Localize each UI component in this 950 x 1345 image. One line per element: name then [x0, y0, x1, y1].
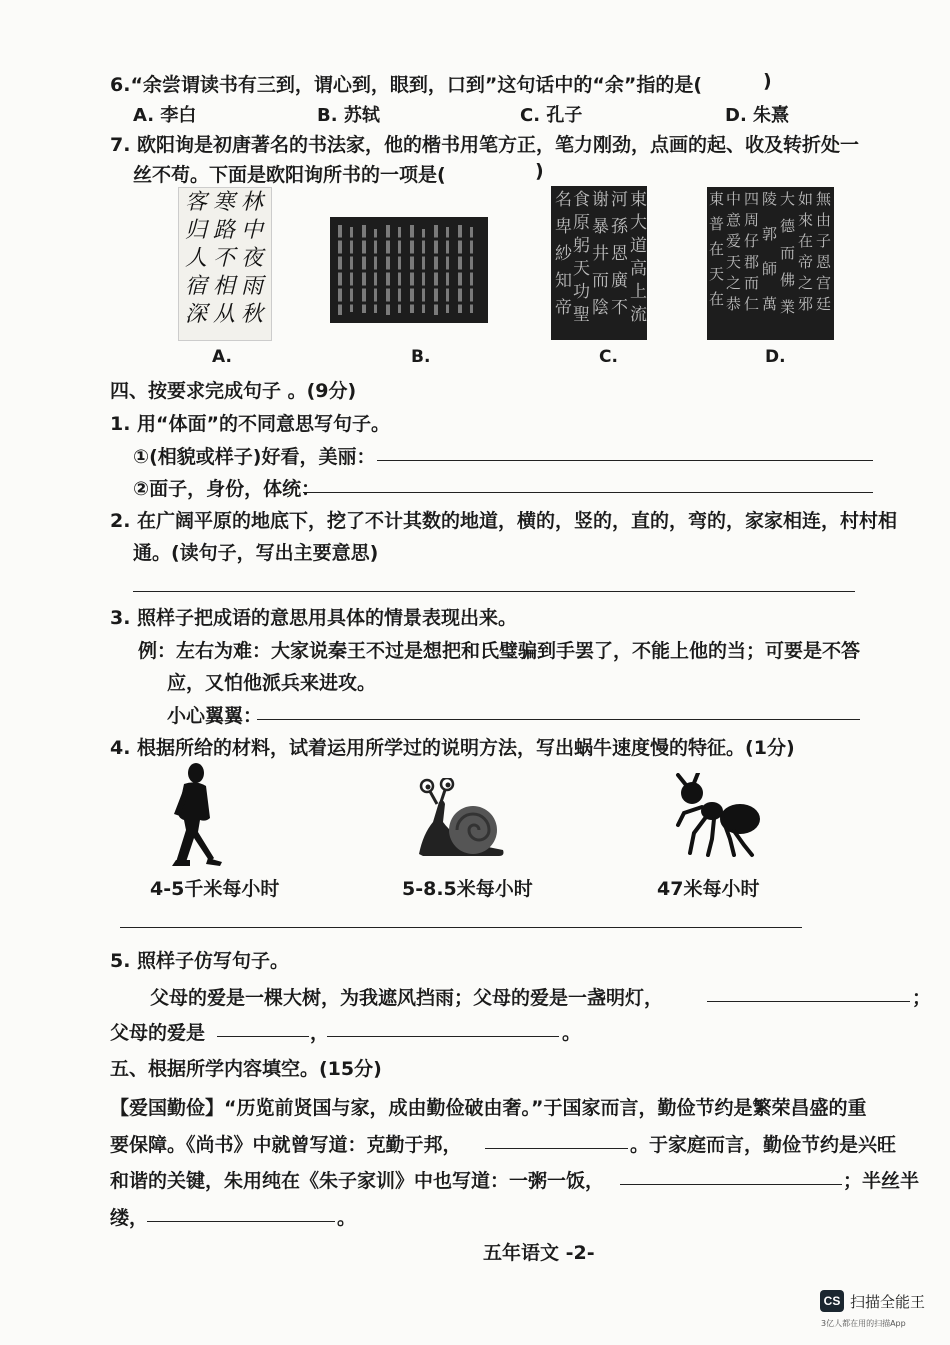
s5-line3a: 和谐的关键，朱用纯在《朱子家训》中也写道：一粥一饭，: [110, 1170, 605, 1192]
q7-label-b: B.: [411, 347, 431, 367]
s5-answer-line-3[interactable]: [147, 1221, 335, 1222]
calligraphy-char: 人: [185, 246, 208, 271]
q6-option-b: B. 苏轼: [317, 105, 380, 126]
q6-option-d: D. 朱熹: [725, 105, 790, 126]
s4-q1b-answer-line[interactable]: [303, 492, 873, 493]
calligraphy-char: 不: [213, 246, 236, 271]
q7-label-a: A.: [212, 347, 232, 367]
calli-a-col: [213, 192, 235, 332]
calli-c-col: 河孫恩廣不: [607, 190, 627, 325]
s4-q5: 5. 照样子仿写句子。: [110, 950, 290, 972]
s5-line1: 【爱国勤俭】“历览前贤国与家，成由勤俭破由奢。”于国家而言，勤俭节约是繁荣昌盛的重: [110, 1097, 867, 1119]
page-number: 五年语文 -2-: [483, 1242, 595, 1264]
calli-d-col: 大德而佛業: [778, 191, 796, 326]
s4-q5-answer-line-1[interactable]: [707, 1001, 910, 1002]
q7-close: ): [535, 160, 544, 182]
s4-q4-answer-line[interactable]: [120, 927, 802, 928]
s4-q5-line1: 父母的爱是一棵大树，为我遮风挡雨；父母的爱是一盏明灯，: [150, 987, 664, 1009]
s4-q5-comma: ，: [310, 1022, 330, 1044]
calligraphy-char: 归: [185, 218, 208, 243]
camscanner-brand-name: 扫描全能王: [850, 1293, 926, 1311]
s4-q1: 1. 用“体面”的不同意思写句子。: [110, 413, 391, 435]
calli-c-col: 谢暴井而陰: [588, 190, 608, 325]
calli-d-col: 陵郭師萬: [760, 191, 778, 331]
s5-line2a: 要保障。《尚书》中就曾写道：克勤于邦，: [110, 1134, 462, 1156]
s4-q3-example-line2: 应，又怕他派兵来进攻。: [167, 672, 377, 694]
s4-q3: 3. 照样子把成语的意思用具体的情景表现出来。: [110, 607, 518, 629]
calli-d-col: 四周仔郡而仁: [742, 191, 760, 317]
s4-q3-prompt: 小心翼翼：: [167, 705, 263, 727]
s4-q3-answer-line[interactable]: [257, 719, 860, 720]
calligraphy-char: 从: [213, 302, 236, 327]
q7-line2: 丝不苟。下面是欧阳询所书的一项是(: [133, 164, 446, 186]
s4-q2-line1: 2. 在广阔平原的地底下，挖了不计其数的地道，横的，竖的，直的，弯的，家家相连，村村相: [110, 510, 898, 532]
q6-close: ): [763, 70, 772, 92]
s4-q5-answer-line-3[interactable]: [327, 1036, 559, 1037]
s5-line4a: 缕，: [110, 1207, 149, 1229]
section-5-title: 五、根据所学内容填空。(15分): [110, 1058, 382, 1080]
s5-line3b: ；半丝半: [843, 1170, 920, 1192]
calli-d-col: 東普在天在: [707, 191, 725, 316]
s4-q2-answer-line[interactable]: [133, 591, 855, 592]
calli-a-col: [241, 192, 263, 332]
calligraphy-char: 客: [185, 190, 208, 215]
s4-q5-answer-line-2[interactable]: [217, 1036, 309, 1037]
s4-q1a-answer-line[interactable]: [377, 460, 873, 461]
calligraphy-char: 夜: [241, 246, 264, 271]
calligraphy-char: 雨: [241, 274, 264, 299]
q7-label-c: C.: [599, 347, 618, 367]
s4-q2-line2: 通。(读句子，写出主要意思): [133, 542, 379, 564]
speed-snail: 5-8.5米每小时: [402, 878, 533, 900]
s4-q1b: ②面子，身份，体统：: [133, 478, 321, 500]
q6-option-a: A. 李白: [133, 105, 197, 126]
calli-a-col: [185, 192, 207, 332]
calligraphy-char: 深: [185, 302, 208, 327]
s5-line2b: 。于家庭而言，勤俭节约是兴旺: [630, 1134, 897, 1156]
walking-person-icon: [160, 762, 232, 868]
calli-d-col: 如來在帝之邪: [796, 191, 814, 317]
calli-d-col: 中意爱天之恭: [724, 191, 742, 317]
calligraphy-sample-d: [707, 187, 834, 340]
calligraphy-char: 寒: [213, 190, 236, 215]
calligraphy-char: 中: [241, 218, 264, 243]
calligraphy-char: 相: [213, 274, 236, 299]
calli-c-col: 東大道高上流: [626, 190, 646, 328]
section-4-title: 四、按要求完成句子 。(9分): [110, 380, 357, 402]
speed-person: 4-5千米每小时: [150, 878, 280, 900]
calligraphy-char: 路: [213, 218, 236, 243]
s4-q5-semicolon: ；: [912, 987, 932, 1009]
q7-line1: 7. 欧阳询是初唐著名的书法家，他的楷书用笔方正，笔力刚劲，点画的起、收及转折处一: [110, 134, 860, 156]
calli-c-col: 食原躬天功聖: [569, 190, 589, 328]
s5-answer-line-2[interactable]: [620, 1184, 842, 1185]
calligraphy-sample-c: [551, 186, 647, 340]
calligraphy-sample-a: [178, 187, 272, 341]
snail-icon: [413, 778, 507, 858]
s4-q5-period: 。: [562, 1022, 582, 1044]
calligraphy-char: 林: [241, 190, 264, 215]
calli-c-col: 名卑紗知帝: [551, 190, 571, 325]
s4-q4: 4. 根据所给的材料，试着运用所学过的说明方法，写出蜗牛速度慢的特征。(1分): [110, 737, 795, 759]
s4-q3-example-line1: 例：左右为难：大家说秦王不过是想把和氏璧骗到手罢了，不能上他的当；可要是不答: [138, 640, 861, 662]
camscanner-tagline: 3亿人都在用的扫描App: [821, 1319, 906, 1328]
calligraphy-sample-b: [330, 217, 488, 323]
q6-text: 6.“余尝谓读书有三到，谓心到，眼到，口到”这句话中的“余”指的是(: [110, 74, 703, 96]
ant-icon: [672, 773, 764, 859]
q7-label-d: D.: [765, 347, 786, 367]
camscanner-logo-icon: CS: [820, 1290, 844, 1312]
speed-ant: 47米每小时: [657, 878, 760, 900]
s5-answer-line-1[interactable]: [485, 1148, 628, 1149]
calligraphy-char: 秋: [241, 302, 264, 327]
s5-line4b: 。: [337, 1207, 357, 1229]
calligraphy-char: 宿: [185, 274, 208, 299]
s4-q1a: ①(相貌或样子)好看，美丽：: [133, 446, 376, 468]
rubbing-texture: [330, 217, 488, 323]
q6-option-c: C. 孔子: [520, 105, 583, 126]
calli-d-col: 無由子恩宫廷: [814, 191, 832, 317]
s4-q5-line2: 父母的爱是: [110, 1022, 206, 1044]
